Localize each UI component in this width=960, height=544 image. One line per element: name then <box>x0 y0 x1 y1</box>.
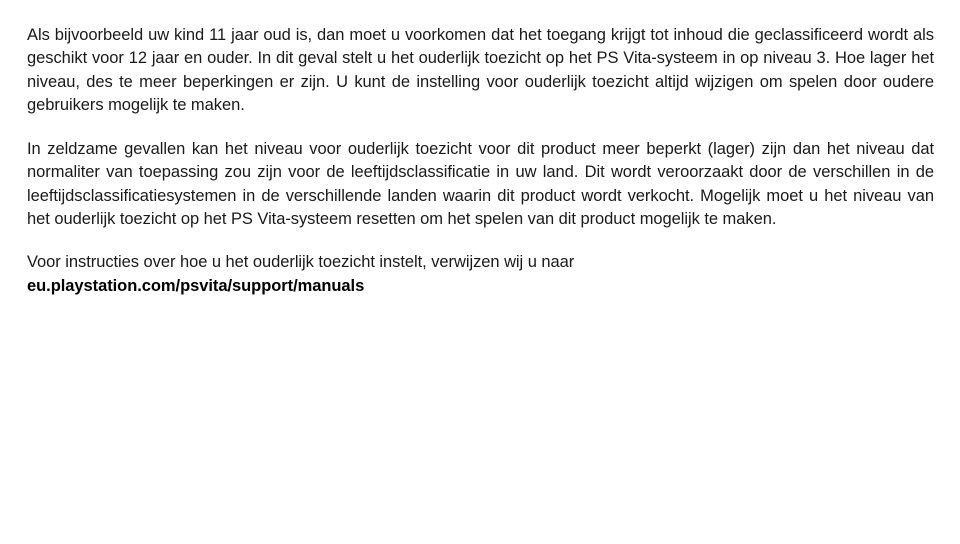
manuals-url-link[interactable]: eu.playstation.com/psvita/support/manuals <box>27 276 365 295</box>
paragraph-instructions <box>27 251 934 298</box>
document-body <box>27 24 934 298</box>
paragraph-parental-control-example: Als bijvoorbeeld uw kind 11 jaar oud is, dan moet u voorkomen dat het toegang krijgt tot inhoud die geclassificeerd wordt als geschikt voor 12 jaar en ouder. In dit geval stelt u het ouderlijk toezicht op het PS Vita-systeem in op niveau 3. Hoe lager het niveau, des te meer beperkingen er zijn. U kunt de instelling voor ouderlijk toezicht altijd wijzigen om spelen door oudere gebruikers mogelijk te maken. <box>27 26 934 115</box>
paragraph-rare-cases-note: In zeldzame gevallen kan het niveau voor ouderlijk toezicht voor dit product meer beperkt (lager) zijn dan het niveau dat normaliter van toepassing zou zijn voor de leeftijdsclassificatie in uw land. Dit wordt veroorzaakt door de verschillen in de leeftijdsclassificatiesystemen in de verschillende landen waarin dit product wordt verkocht. Mogelijk moet u het niveau van het ouderlijk toezicht op het PS Vita-systeem resetten om het spelen van dit product mogelijk te maken. <box>27 139 934 228</box>
instructions-lead-text: Voor instructies over hoe u het ouderlijk toezicht instelt, verwijzen wij u naar <box>27 253 575 272</box>
